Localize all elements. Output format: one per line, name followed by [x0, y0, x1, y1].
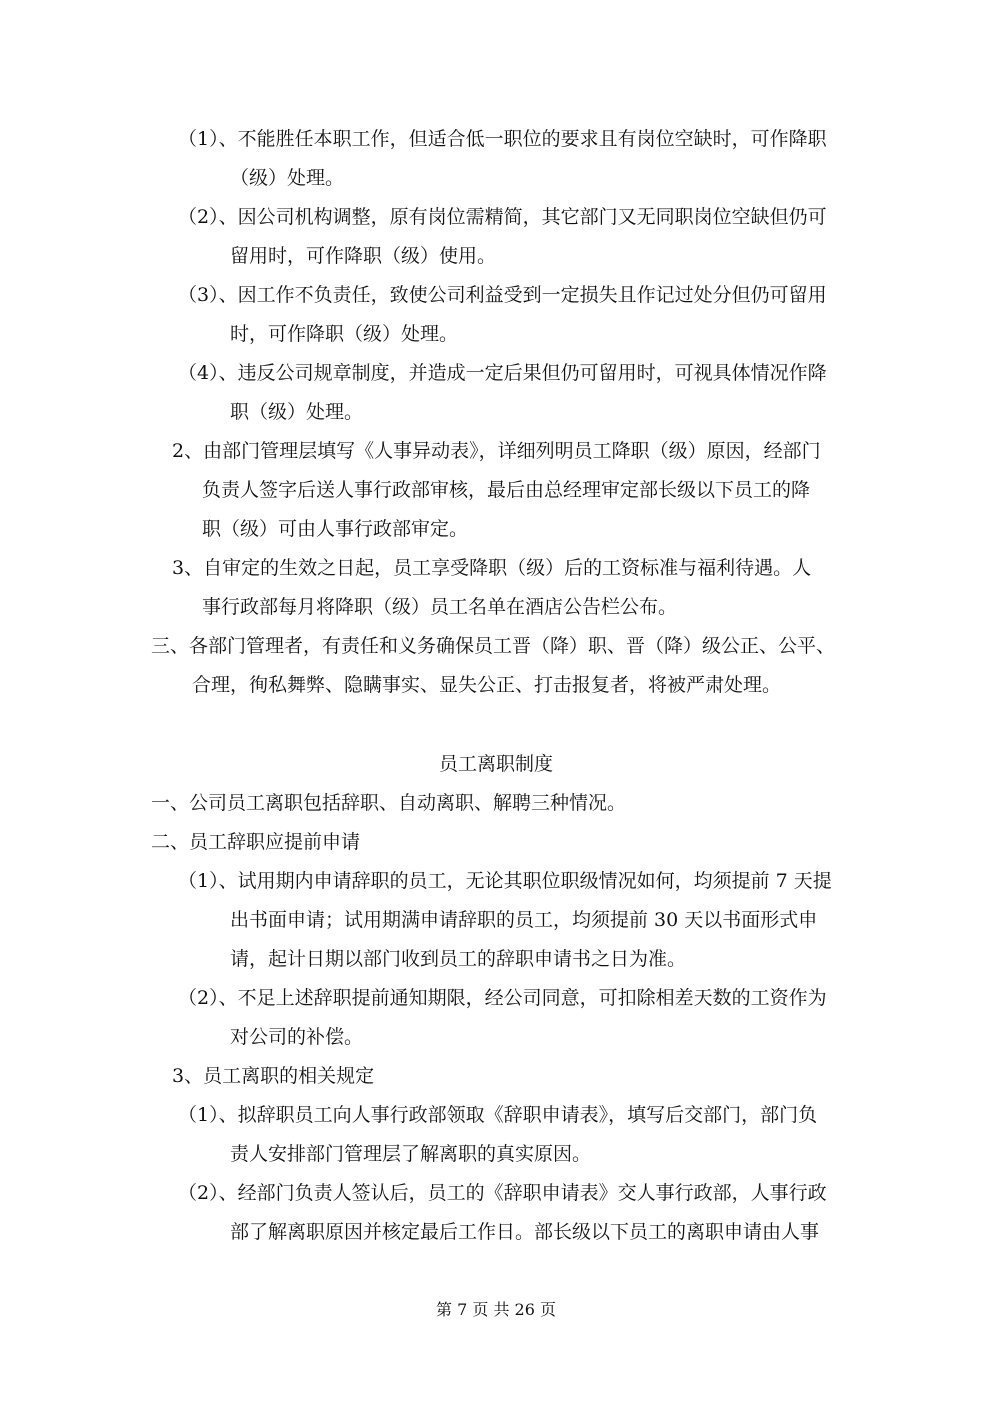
page-number: 第 7 页 共 26 页	[436, 1300, 556, 1319]
paragraph-line: 职（级）处理。	[230, 401, 364, 423]
paragraph-line: （2）、不足上述辞职提前通知期限，经公司同意，可扣除相差天数的工资作为	[178, 987, 827, 1009]
paragraph-line: （1）、拟辞职员工向人事行政部领取《辞职申请表》，填写后交部门，部门负	[178, 1104, 818, 1126]
paragraph-line: 对公司的补偿。	[230, 1026, 364, 1048]
paragraph-line: （1）、不能胜任本职工作，但适合低一职位的要求且有岗位空缺时，可作降职	[178, 128, 827, 150]
paragraph-line: 留用时，可作降职（级）使用。	[230, 245, 497, 267]
paragraph-line: 3、自审定的生效之日起，员工享受降职（级）后的工资标准与福利待遇。人	[172, 557, 812, 579]
paragraph-line: （2）、经部门负责人签认后，员工的《辞职申请表》交人事行政部，人事行政	[178, 1182, 827, 1204]
paragraph-line: 2、由部门管理层填写《人事异动表》，详细列明员工降职（级）原因，经部门	[172, 440, 821, 462]
paragraph-line: 合理，徇私舞弊、隐瞒事实、显失公正、打击报复者，将被严肃处理。	[192, 674, 782, 696]
paragraph-line: 3、员工离职的相关规定	[172, 1065, 375, 1087]
paragraph-line: 请，起计日期以部门收到员工的辞职申请书之日为准。	[230, 948, 687, 970]
paragraph-line: 出书面申请；试用期满申请辞职的员工，均须提前 30 天以书面形式申	[230, 909, 818, 931]
paragraph-line: （3）、因工作不负责任，致使公司利益受到一定损失且作记过处分但仍可留用	[178, 284, 827, 306]
paragraph-line: （级）处理。	[230, 167, 345, 189]
paragraph-line: 时，可作降职（级）处理。	[230, 323, 459, 345]
paragraph-line: 部了解离职原因并核定最后工作日。部长级以下员工的离职申请由人事	[230, 1221, 820, 1243]
paragraph-line: 三、各部门管理者，有责任和义务确保员工晋（降）职、晋（降）级公正、公平、	[151, 635, 836, 657]
paragraph-line: （2）、因公司机构调整，原有岗位需精简，其它部门又无同职岗位空缺但仍可	[178, 206, 827, 228]
paragraph-line: （4）、违反公司规章制度，并造成一定后果但仍可留用时，可视具体情况作降	[178, 362, 827, 384]
paragraph-line: 职（级）可由人事行政部审定。	[202, 518, 469, 540]
paragraph-line: 一、公司员工离职包括辞职、自动离职、解聘三种情况。	[151, 792, 627, 814]
section-title: 员工离职制度	[438, 753, 553, 775]
paragraph-line: 二、员工辞职应提前申请	[151, 831, 361, 853]
paragraph-line: 责人安排部门管理层了解离职的真实原因。	[230, 1143, 592, 1165]
paragraph-line: 事行政部每月将降职（级）员工名单在酒店公告栏公布。	[202, 596, 678, 618]
paragraph-line: 负责人签字后送人事行政部审核，最后由总经理审定部长级以下员工的降	[202, 479, 811, 501]
paragraph-line: （1）、试用期内申请辞职的员工，无论其职位职级情况如何，均须提前 7 天提	[178, 870, 832, 892]
